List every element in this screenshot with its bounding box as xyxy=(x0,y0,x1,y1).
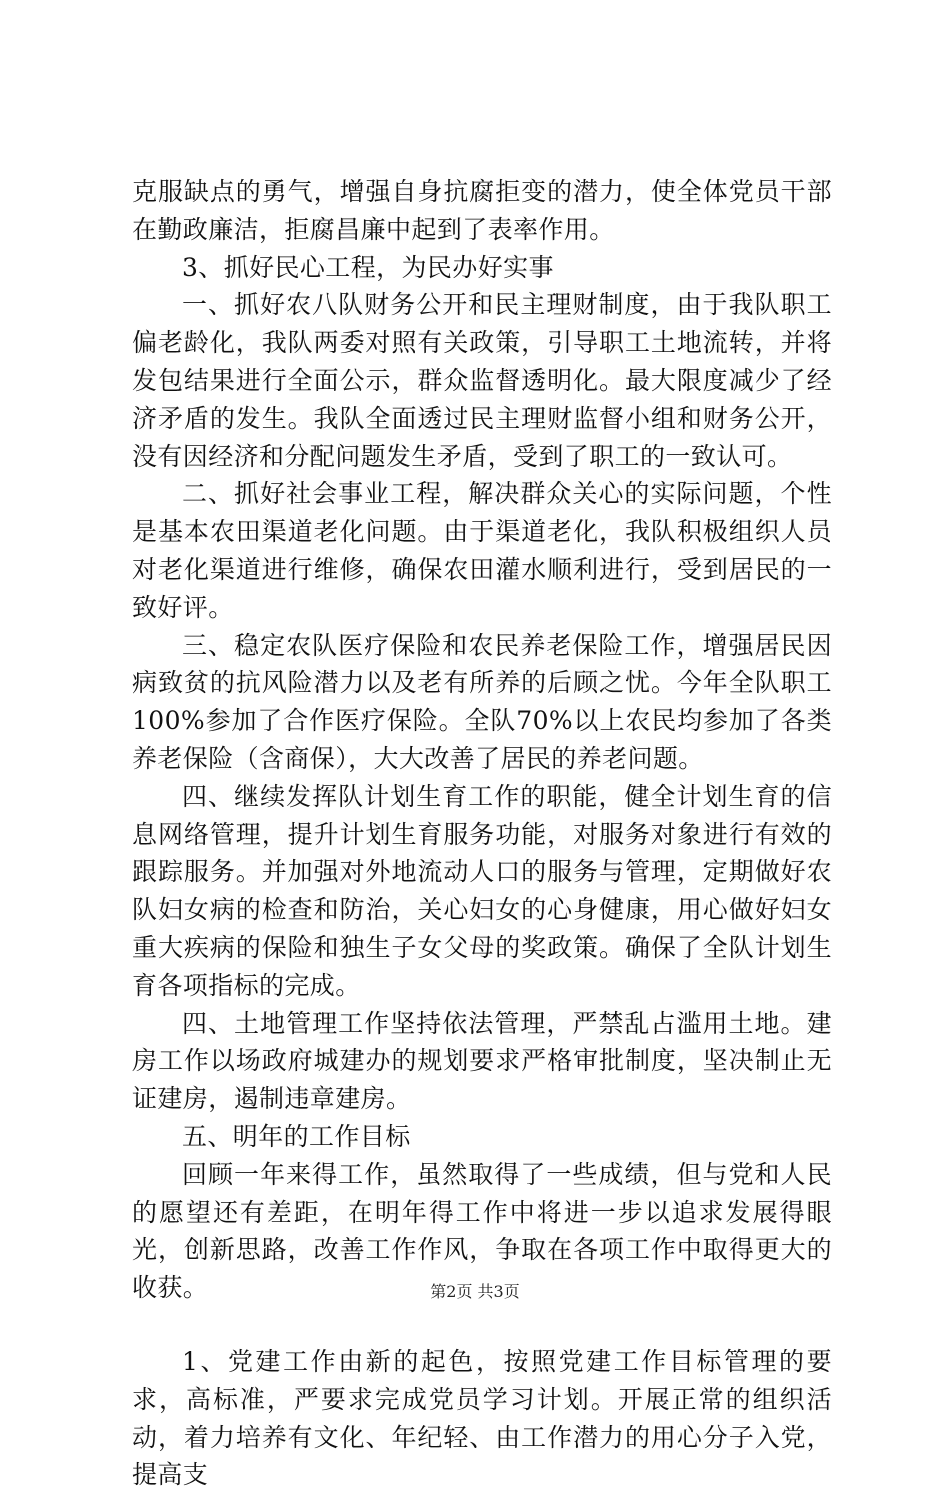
paragraph-social-projects: 二、抓好社会事业工程，解决群众关心的实际问题，个性是基本农田渠道老化问题。由于渠道老化，我队积极组织人员对老化渠道进行维修，确保农田灌水顺利进行，受到居民的一致好评。 xyxy=(132,479,832,622)
paragraph-family-planning: 四、继续发挥队计划生育工作的职能，健全计划生育的信息网络管理，提升计划生育服务功能，对服务对象进行有效的跟踪服务。并加强对外地流动人口的服务与管理，定期做好农队妇女病的检查和防治，关心妇女的心身健康，用心做好妇女重大疾病的保险和独生子女父母的奖政策。确保了全队计划生育各项指标的完成。 xyxy=(132,781,832,1000)
paragraph-continuation: 克服缺点的勇气，增强自身抗腐拒变的潜力，使全体党员干部在勤政廉洁，拒腐昌廉中起到了表率作用。 xyxy=(132,177,832,244)
paragraph-party-building: 1、党建工作由新的起色，按照党建工作目标管理的要求，高标准，严要求完成党员学习计划。开展正常的组织活动，着力培养有文化、年纪轻、由工作潜力的用心分子入党，提高支 xyxy=(132,1346,832,1490)
paragraph-land-management: 四、土地管理工作坚持依法管理，严禁乱占滥用土地。建房工作以场政府城建办的规划要求严格审批制度，坚决制止无证建房，遏制违章建房。 xyxy=(132,1008,832,1114)
section-heading-goals: 五、明年的工作目标 xyxy=(182,1121,411,1151)
paragraph-insurance: 三、稳定农队医疗保险和农民养老保险工作，增强居民因病致贫的抗风险潜力以及老有所养的后顾之忧。今年全队职工100%参加了合作医疗保险。全队70%以上农民均参加了各类养老保险（含商保），大大改善了居民的养老问题。 xyxy=(132,630,832,773)
paragraph-finance: 一、抓好农八队财务公开和民主理财制度，由于我队职工偏老龄化，我队两委对照有关政策，引导职工土地流转，并将发包结果进行全面公示，群众监督透明化。最大限度减少了经济矛盾的发生。我队全面透过民主理财监督小组和财务公开，没有因经济和分配问题发生矛盾，受到了职工的一致认可。 xyxy=(132,290,832,471)
page-number-footer: 第2页 共3页 xyxy=(430,1282,520,1301)
paragraph-review: 回顾一年来得工作，虽然取得了一些成绩，但与党和人民的愿望还有差距，在明年得工作中将进一步以追求发展得眼光，创新思路，改善工作作风，争取在各项工作中取得更大的收获。 xyxy=(132,1159,832,1303)
section-heading-livelihood: 3、抓好民心工程，为民办好实事 xyxy=(182,252,554,282)
